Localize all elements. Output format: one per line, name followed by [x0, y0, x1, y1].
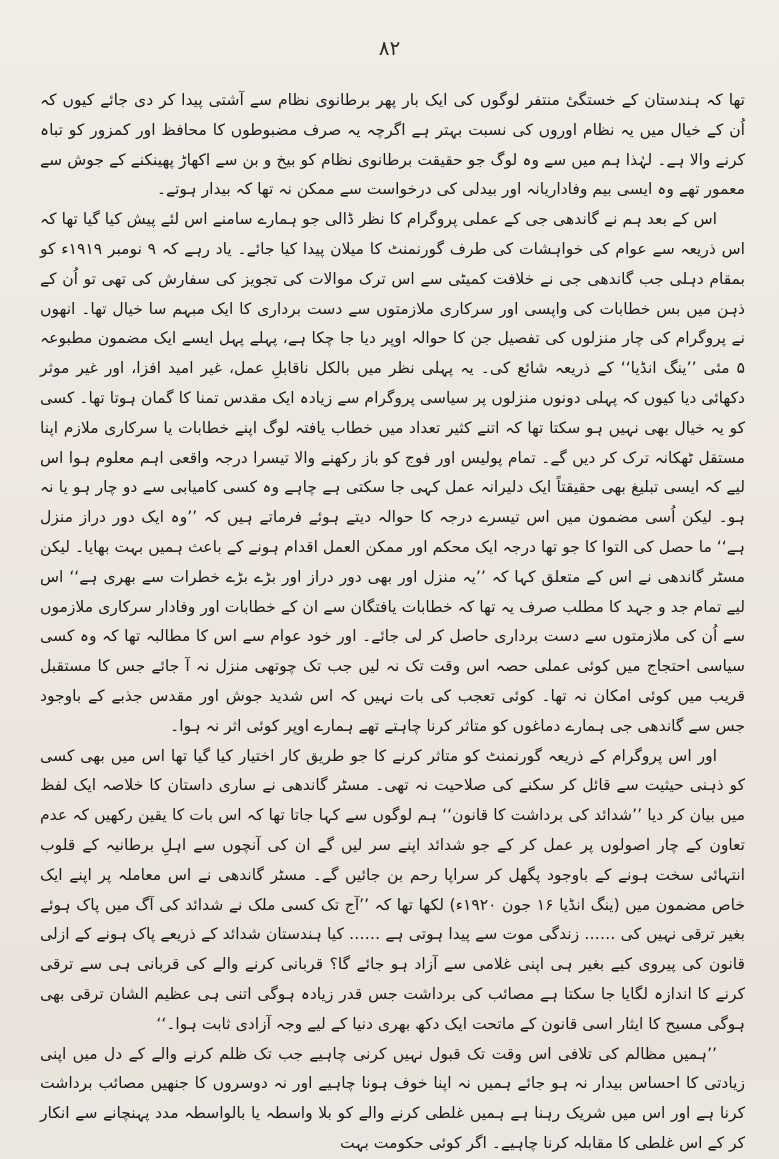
page-body-text — [40, 86, 746, 1152]
paragraph: اس کے بعد ہم نے گاندھی جی کے عملی پروگرام کا نظر ڈالی جو ہمارے سامنے اس لئے پیش کیا گیا تھا کہ اس ذریعہ سے عوام کی خواہشات کی طرف گورنمنٹ کا میلان پیدا کیا جائے۔ یاد رہے کہ ۹ نومبر ۱۹۱۹ء کو بمقام دہلی جب گاندھی جی نے خلافت کمیٹی سے اس ترک موالات کی تجویز کی سفارش کی تھی تو اُن کے ذہن میں بس خطابات کی واپسی اور سرکاری ملازمتوں سے دست برداری کا ایک مبہم سا خیال تھا۔ انھوں نے پروگرام کی چار منزلوں کی تفصیل جن کا حوالہ اوپر دیا جا چکا ہے، پہلے پہل ایسے ایک مضمون مطبوعہ ۵ مئی ’’ینگ انڈیا‘‘ کے ذریعہ شائع کی۔ یہ پہلی نظر میں بالکل ناقابلِ عمل، غیر امید افزا، اور غیر موثر دکھائی دیا کیوں کہ پہلی دونوں منزلوں پر سیاسی پروگرام سے زیادہ ایک مقدس تمنا کا گمان ہوتا تھا۔ کسی کو یہ خیال بھی نہیں ہو سکتا تھا کہ اتنے کثیر تعداد میں خطاب یافتہ لوگ اپنے خطابات یا سرکاری ملازم اپنا مستقل ٹھکانہ ترک کر دیں گے۔ تمام پولیس اور فوج کو باز رکھنے والا تیسرا درجہ واقعی اہم معلوم ہوا اس لیے کہ ایسی تبلیغ بھی حقیقتاً ایک دلیرانہ عمل کہی جا سکتی ہے چاہے وہ کسی کامیابی سے دو چار ہو یا نہ ہو۔ لیکن اُسی مضمون میں اس تیسرے درجہ کا حوالہ دیتے ہوئے فرماتے ہیں کہ ’’وہ ایک دور دراز منزل ہے‘‘ ما حصل کی التوا کا جو تھا درجہ ایک محکم اور ممکن العمل اقدام ہونے کے باعث ہمیں بہت بھایا۔ لیکن مسٹر گاندھی نے اس کے متعلق کہا کہ ’’یہ منزل اور بھی دور دراز اور بڑے بڑے خطرات سے بھری ہے‘‘ اس لیے تمام جد و جہد کا مطلب صرف یہ تھا کہ خطابات یافتگان سے ان کے خطابات اور وفادار سرکاری ملازموں سے اُن کی ملازمتوں سے دست برداری حاصل کر لی جائے۔ اور خود عوام سے اس کا مطالبہ تھا کہ وہ کسی سیاسی احتجاج میں کوئی عملی حصہ اس وقت تک نہ لیں جب تک چوتھی منزل نہ آ جائے جس کا مستقبل قریب میں کوئی امکان نہ تھا۔ کوئی تعجب کی بات نہیں کہ اس شدید جوش اور مقدس جذبے کے باوجود جس سے گاندھی جی ہمارے دماغوں کو متاثر کرنا چاہتے تھے ہمارے اوپر کوئی اثر نہ ہوا۔ — [40, 210, 746, 735]
quoted-paragraph: ’’ہمیں مظالم کی تلافی اس وقت تک قبول نہیں کرنی چاہیے جب تک ظلم کرنے والے کے دل میں اپنی زیادتی کا احساس بیدار نہ ہو جائے ہمیں نہ اپنا خوف ہونا چاہیے اور نہ دوسروں کا جنھیں مصائب برداشت کرنا ہے اور اس میں شریک رہنا ہے ہمیں غلطی کرنے والے کو بلا واسطہ یا بالواسطہ مدد پہنچانے سے انکار کر کے اس غلطی کا مقابلہ کرنا چاہیے۔ اگر کوئی حکومت بہت — [40, 1044, 745, 1152]
paragraph: اور اس پروگرام کے ذریعہ گورنمنٹ کو متاثر کرنے کا جو طریق کار اختیار کیا گیا تھا اس میں بھی کسی کو ذہنی حیثیت سے قائل کر سکنے کی صلاحیت نہ تھی۔ مسٹر گاندھی نے ساری داستان کا خلاصہ ایک لفظ میں بیان کر دیا ’’شدائد کی برداشت کا قانون‘‘ ہم لوگوں سے کہا جاتا تھا کہ اس بات کا یقین رکھیں کہ عدم تعاون کے چار اصولوں پر عمل کر کے جو شدائد اپنے سر لیں گے ان کی آنچوں سے اہلِ برطانیہ کے قلوب انتہائی سخت ہونے کے باوجود پگھل کر سراپا رحم بن جائیں گے۔ مسٹر گاندھی نے اس معاملہ پر اپنے ایک خاص مضمون میں (ینگ انڈیا ۱۶ جون ۱۹۲۰ء) لکھا تھا کہ ’’آج تک کسی ملک نے شدائد کی آگ میں پاک ہوئے بغیر ترقی نہیں کی …… زندگی موت سے پیدا ہوتی ہے …… کیا ہندستان شدائد کے ذریعے پاک ہونے کے ازلی قانون کی پیروی کیے بغیر ہی اپنی غلامی سے آزاد ہو جائے گا؟ قربانی کرنے والے کی قربانی ہی سے ترقی کرنے کا اندازہ لگایا جا سکتا ہے مصائب کی برداشت جس قدر زیادہ ہوگی اتنی ہی عظیم الشان ترقی بھی ہوگی مسیح کا ایثار اسی قانون کے ماتحت ایک دکھ بھری دنیا کے لیے وجہ آزادی ثابت ہوا۔‘‘ — [40, 746, 746, 1033]
page-number: ۸۲ — [378, 36, 401, 60]
paragraph: تھا کہ ہندستان کے خستگیٔ منتفر لوگوں کی ایک بار پھر برطانوی نظام سے آشتی پیدا کر دی جائے کیوں کہ اُن کے خیال میں یہ نظام اوروں کی نسبت بہتر ہے اگرچہ یہ صرف مضبوطوں کا محافظ اور کمزور کو تباہ کرنے والا ہے۔ لہٰذا ہم میں سے وہ لوگ جو حقیقت برطانوی نظام کو بیخ و بن سے اکھاڑ پھینکنے کے جوش سے معمور تھے وہ ایسی بیم وفاداریانہ اور بیدلی کی درخواست سے ممکن نہ تھا کہ بیدار ہوتے۔ — [40, 91, 745, 199]
